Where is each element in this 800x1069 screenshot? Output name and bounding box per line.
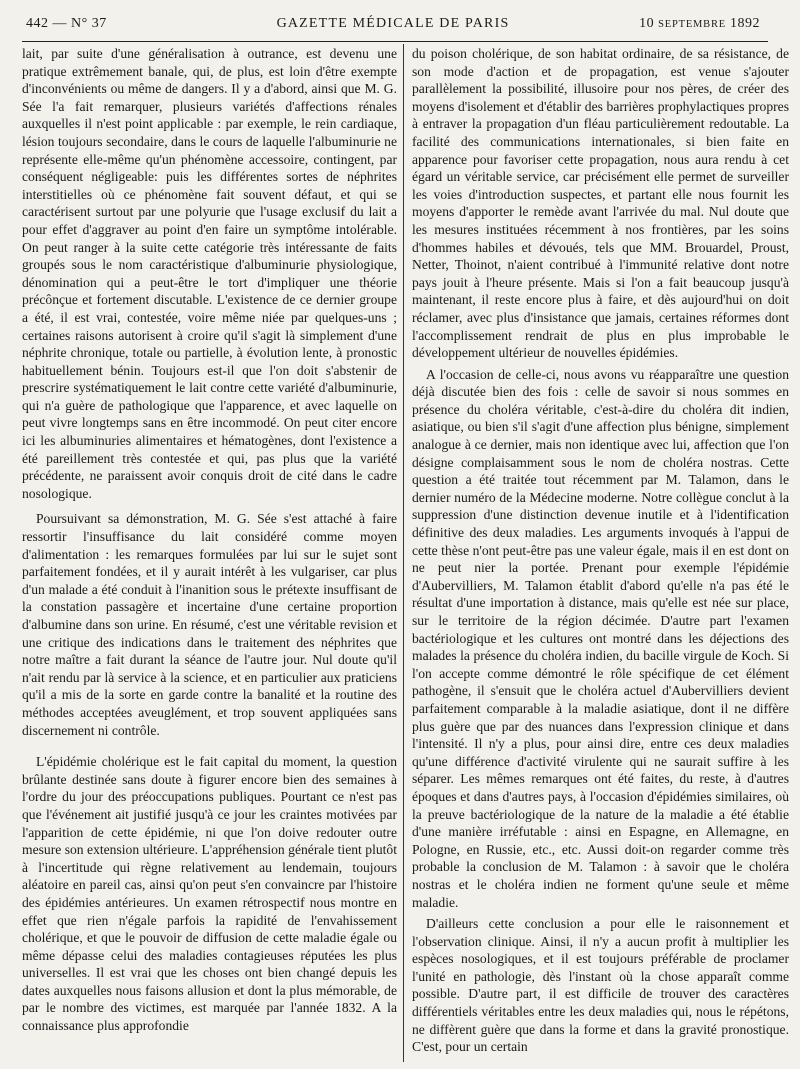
right-column xyxy=(412,45,789,1056)
page-number: 442 xyxy=(26,16,49,31)
header-rule xyxy=(22,41,768,42)
left-column xyxy=(22,45,397,1035)
left-paragraph-3: L'épidémie cholérique est le fait capital du moment, la question brûlante destinée sans doute à figurer encore bien des semaines à l'ordre du jour des préoccupations publiques. Pourtant ce n'est pas que l'événement ait justifié jusqu'à ce jour les craintes motivées par l'apparition de cette épidémie, ni que l'on doive redouter outre mesure son extension ultérieure. L'appréhension générale tient plutôt à l'incertitude qui règne relativement au lendemain, toujours aléatoire en pareil cas, ainsi qu'on peut s'en convaincre par l'histoire des épidémies antérieures. Un examen rétrospectif nous montre en effet que rien n'égale parfois la rapidité de l'envahissement cholérique, et que le pouvoir de diffusion de cette maladie égale ou même dépasse celui des maladies contagieuses réputées les plus universelles. Il est vrai que les choses ont bien changé depuis les dates auxquelles nous faisons allusion et dont la plus mémorable, de par le nombre des victimes, est marquée par l'année 1832. A la connaissance plus approfondie xyxy=(22,754,397,1034)
column-divider xyxy=(403,44,404,1062)
right-paragraph-1: du poison cholérique, de son habitat ordinaire, de sa résistance, de son mode d'action et de propagation, est venue s'ajouter parallèlement la possibilité, illusoire pour nos pères, de créer des moyens d'isolement et d'établir des barrières prophylactiques propres à entraver la propagation d'un fléau particulièrement redoutable. La facilité des communications internationales, si bien faite en apparence pour favoriser cette propagation, nous aura rendu à cet égard un véritable service, car précisément elle permet de surveiller les voies d'introduction suspectes, et partant elle nous fournit les moyens d'apporter le remède avant l'arrivée du mal. Nul doute que les mesures instituées récemment à nos frontières, par les soins d'hommes habiles et dévoués, tels que MM. Brouardel, Proust, Netter, Thoinot, n'aient contribué à l'immunité relative dont notre pays jouit à l'heure présente. Mais si l'on a fait beaucoup jusqu'à maintenant, il reste encore plus à faire, et dès aujourd'hui on doit réclamer, avec plus d'insistance que jamais, certaines réformes dont l'accomplissement rendrait de plus en plus improbable le développement ultérieur de nouvelles épidémies. xyxy=(412,46,789,361)
left-paragraph-1: lait, par suite d'une généralisation à outrance, est devenu une pratique extrêmement banale, qui, de plus, est loin d'être exempte d'inconvénients ou même de dangers. Il y a d'abord, ainsi que M. G. Sée l'a fait remarquer, plusieurs variétés d'affections rénales auxquelles il n'est point applicable : par exemple, le rein cardiaque, lésion toujours secondaire, dans le cours de laquelle l'albuminurie ne représente elle-même qu'un phénomène accessoire, contingent, par conséquent négligeable: puis les différentes sortes de néphrites interstitielles où ce phénomène fait souvent défaut, et qui se caractérisent surtout par une polyurie que l'usage exclusif du lait a pour effet d'aggraver au point d'en faire un symptôme intolérable. On peut ranger à la suite cette catégorie très intéressante de faits groupés sous le nom caractéristique d'albuminurie physiologique, dénomination qui a peut-être le tort d'impliquer une théorie précônçue et fortement discutable. L'existence de ce dernier groupe a été, il est vrai, contestée, voire même niée par quelques-uns ; certaines raisons autorisent à croire qu'il s'agit là simplement d'une néphrite chronique, totale ou partielle, à évolution lente, à pronostic habituellement bénin. Toujours est-il que l'on doit s'abstenir de prescrire systématiquement le lait contre cette variété d'albuminurie, qui n'a guère de pathologique que l'apparence, et avec laquelle on peut vivre longtemps sans en être incommodé. On peut citer encore ici les albuminuries alimentaires et hématogènes, dont l'existence a été pareillement très contestée et qui, pas plus que la variété précédente, ne paraissent avoir conquis droit de cité dans le cadre nosologique. xyxy=(22,46,397,501)
issue-number: — N° 37 xyxy=(52,16,107,31)
date-year: 1892 xyxy=(730,16,760,31)
right-paragraph-2: A l'occasion de celle-ci, nous avons vu réapparaître une question déjà discutée bien des fois : celle de savoir si nous sommes en présence du choléra véritable, c'est-à-dire du choléra dit indien, asiatique, ou bien s'il s'agit d'une affection plus bénigne, simplement analogue à ce dernier, mais non identique avec lui, affection que l'on désigne complaisamment sous le nom de choléra nostras. Cette question a été traitée tout récemment par M. Talamon, dans le dernier numéro de la Médecine moderne. Notre collègue conclut à la suppression d'une distinction devenue inutile et à l'identification définitive des deux maladies. Les arguments invoqués à l'appui de cette thèse n'ont peut-être pas une valeur égale, mais il en est dont on ne peut nier la portée. Prenant pour exemple l'épidémie d'Aubervilliers, M. Talamon établit d'abord qu'elle n'a pas été le résultat d'une importation à distance, mais qu'elle est née sur place, sur le territoire de la région décimée. D'autre part l'examen bactériologique et les cultures ont montré dans les déjections des malades la présence du choléra indien, du bacille virgule de Koch. Si l'on accepte comme démontré le rôle spécifique de cet élément pathogène, il s'ensuit que le choléra actuel d'Aubervilliers devient parfaitement comparable à la maladie asiatique, dont il ne diffère plus guère que par des nuances dans l'expression clinique et dans l'intensité. Il n'y a plus, pour ainsi dire, entre ces deux maladies qu'une différence d'activité virulente qui ne saurait suffire à les séparer. Les mêmes remarques ont été faites, du reste, à d'autres époques et dans d'autres pays, à l'occasion d'épidémies similaires, où la preuve bactériologique de la nature de la maladie a été établie d'une manière irréfutable : ainsi en Espagne, en Allemagne, en Pologne, en Russie, etc., etc. Aussi doit-on regarder comme très probable la conclusion de M. Talamon : à savoir que le choléra nostras et le choléra indien ne forment qu'une seule et même maladie. xyxy=(412,366,789,910)
paragraph-gap xyxy=(22,502,397,510)
section-gap xyxy=(22,739,397,753)
issue-date xyxy=(639,16,760,32)
newspaper-title: GAZETTE MÉDICALE DE PARIS xyxy=(276,16,510,31)
page-header xyxy=(26,16,760,38)
date-day: 10 xyxy=(639,16,655,31)
left-paragraph-2: Poursuivant sa démonstration, M. G. Sée s'est attaché à faire ressortir l'insuffisance du lait considéré comme moyen d'alimentation : les remarques formulées par lui sur le sujet sont parfaitement fondées, et il y aurait intérêt à les vulgariser, car plus d'un malade a été conduit à l'inanition sous le prétexte insuffisant de la constation passagère et incertaine d'une certaine proportion d'albumine dans son urine. En résumé, c'est une véritable revision et une critique des indications dans le traitement des néphrites que notre maître a fait durant la séance de l'autre jour. Nul doute qu'il n'ait rendu par là service à la science, et en particulier aux praticiens qu'il a mis de la sorte en garde contre la banalité et la routine des méthodes acceptées aveuglément, et trop souvent appliquées sans discernement ni contrôle. xyxy=(22,511,397,738)
date-month: SEPTEMBRE xyxy=(658,19,726,30)
right-paragraph-3: D'ailleurs cette conclusion a pour elle le raisonnement et l'observation clinique. Ainsi, il n'y a aucun profit à multiplier les espèces nosologiques, et il est toujours préférable de proclamer l'unité en pathologie, dès l'instant où la chose apparaît comme possible. D'autre part, il est difficile de trouver des caractères différentiels véritables entre les deux maladies qui, nous le répétons, ne diffèrent guère que dans la forme et dans la gravité pronostique. C'est, pour un certain xyxy=(412,916,789,1055)
